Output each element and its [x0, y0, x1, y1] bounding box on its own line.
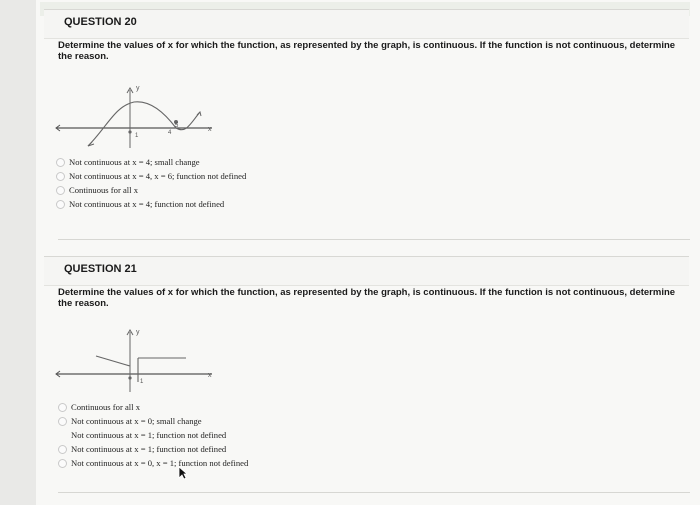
function-curve: [88, 102, 200, 146]
y-axis-label: y: [136, 329, 140, 336]
q21-option-3[interactable]: [58, 430, 226, 440]
radio-button[interactable]: [58, 459, 67, 468]
radio-button[interactable]: [56, 158, 65, 167]
option-label: Not continuous at x = 1; function not defined: [71, 430, 227, 440]
x-axis-label: x: [208, 126, 212, 133]
radio-button[interactable]: [56, 172, 65, 181]
x-axis-label: x: [208, 372, 212, 379]
y-axis-label: y: [136, 85, 140, 92]
tick-label: 5: [175, 123, 179, 129]
radio-button[interactable]: [58, 417, 67, 426]
radio-button[interactable]: [58, 445, 67, 454]
question-20-title: QUESTION 20: [64, 16, 137, 28]
question-21-header: [44, 256, 689, 286]
mouse-cursor-icon: [178, 466, 188, 480]
q20-option-3[interactable]: [56, 185, 138, 195]
tick-label: 1: [140, 379, 144, 385]
divider: [58, 239, 690, 240]
q20-option-1[interactable]: [56, 157, 200, 167]
tick-label: 4: [168, 130, 172, 136]
radio-button[interactable]: [56, 200, 65, 209]
option-label: Continuous for all x: [71, 402, 140, 412]
radio-button[interactable]: [56, 186, 65, 195]
q20-option-2[interactable]: [56, 171, 246, 181]
tick-label: 1: [135, 133, 139, 139]
question-20-graph: [52, 82, 222, 152]
question-21-title: QUESTION 21: [64, 263, 137, 275]
question-20-header: [44, 9, 689, 39]
option-label: Not continuous at x = 0; small change: [71, 416, 202, 426]
question-21-prompt: Determine the values of x for which the function, as represented by the graph, is continuous. If the function is not continuous, determine the reason.: [58, 287, 676, 309]
q21-option-2[interactable]: [58, 416, 202, 426]
option-label: Not continuous at x = 1; function not defined: [71, 444, 227, 454]
option-label: Continuous for all x: [69, 185, 138, 195]
option-label: Not continuous at x = 4; function not defined: [69, 199, 225, 209]
q21-option-5[interactable]: [58, 458, 248, 468]
divider: [58, 492, 690, 493]
question-20-prompt: Determine the values of x for which the function, as represented by the graph, is continuous. If the function is not continuous, determine the reason.: [58, 40, 676, 62]
left-segment: [96, 356, 130, 366]
option-label: Not continuous at x = 4, x = 6; function not defined: [69, 171, 247, 181]
option-label: Not continuous at x = 4; small change: [69, 157, 200, 167]
q21-option-4[interactable]: [58, 444, 226, 454]
question-21-graph: [52, 326, 222, 396]
q20-option-4[interactable]: [56, 199, 224, 209]
radio-button[interactable]: [58, 403, 67, 412]
option-label: Not continuous at x = 0, x = 1; function not defined: [71, 458, 249, 468]
q21-option-1[interactable]: [58, 402, 140, 412]
